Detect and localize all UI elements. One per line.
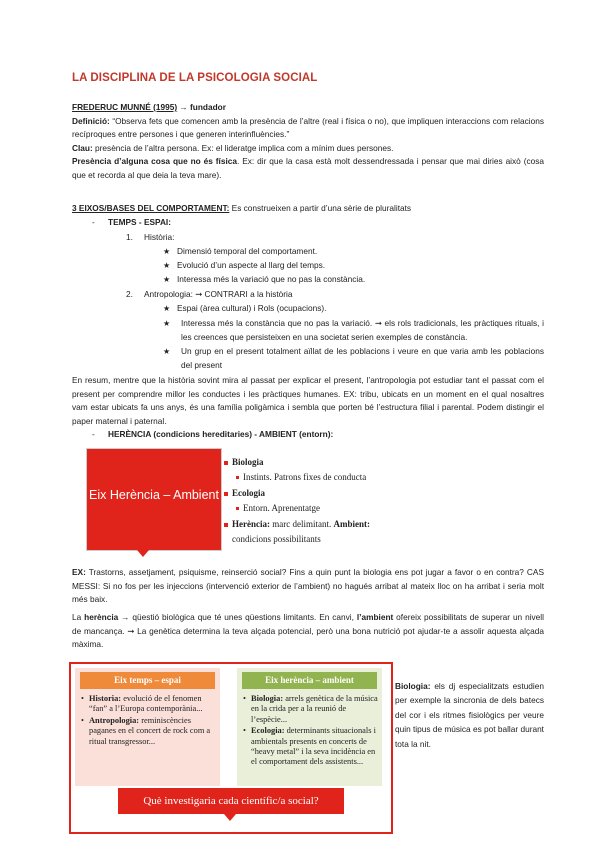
item-term: Ecologia:	[251, 726, 285, 736]
history-label: Història:	[144, 232, 175, 242]
axes-heading-text: Es construeixen a partir d’una sèrie de pluralitats	[229, 203, 412, 213]
anthropology-bullet-text: Interessa més la constància que no pas la variació. ➞ els rols tradicionals, les pràctiques rituals, i les creences que persisteixen en una societat serien exemples de constància.	[181, 318, 544, 342]
summary-paragraph: En resum, mentre que la història sovint mira al passat per explicar el present, l’antropologia pot estudiar tant el passat com el present per comprendre millor les conductes i les pràctiques humanes. EX: tribu, ubicats en un moment en el qual nosaltres vam estar ubicats fa uns anys, és una família poligàmica i sembla que porten bé l’estructura filial i parental. Podem distingir el paper maternal i paternal.	[72, 375, 544, 426]
time-space-item: - TEMPS - ESPAI:	[92, 217, 172, 227]
star-icon: ★	[163, 319, 171, 328]
author-role: → fundador	[177, 102, 226, 112]
list-item	[81, 694, 216, 715]
example-text: Trastorns, assetjament, psiquisme, reinserció social? Fins a quin punt la biologia ens pot jugar a favor o en contra? CAS MESSI: Si no fos per les injeccions (intervenció exterior de l’ambient) no hagués arribat al mateix lloc on ha arribat i seria molt més baix.	[72, 567, 544, 605]
list-item	[81, 716, 216, 747]
heredity-paragraph	[72, 611, 544, 652]
star-icon: ★	[163, 261, 171, 270]
time-space-panel	[75, 668, 220, 786]
history-bullet	[163, 245, 317, 259]
heredity-para-prefix: La	[72, 612, 85, 622]
research-question-banner: Què investigaria cada científic/a social?	[118, 788, 344, 814]
list-number: 1.	[126, 232, 133, 242]
time-space-panel-heading: Eix temps – espai	[80, 672, 215, 689]
heredity-environment-panel	[237, 668, 382, 786]
list-number: 2.	[126, 289, 133, 299]
heredity-environment-item: - HERÈNCIA (condicions hereditaries) - AMBIENT (entorn):	[92, 429, 334, 439]
key-label: Clau:	[72, 142, 93, 153]
ecology-label: Ecologia	[232, 488, 265, 498]
star-icon: ★	[163, 247, 171, 256]
page-title: LA DISCIPLINA DE LA PSICOLOGIA SOCIAL	[72, 72, 318, 84]
anthropology-bullet	[163, 302, 544, 316]
definition-label: Definició:	[72, 115, 110, 126]
anthropology-item	[126, 288, 293, 302]
heredity-environment-panel-heading: Eix herència – ambient	[242, 672, 377, 689]
heredity-environment-label: HERÈNCIA (condicions hereditaries) - AMBIENT (entorn):	[108, 429, 334, 439]
munne-section	[72, 101, 544, 183]
heredity-label: Herència:	[232, 519, 270, 529]
history-bullet-text: Evolució d’un aspecte al llarg del temps.	[177, 260, 326, 270]
environment-label: Ambient:	[333, 519, 370, 529]
star-icon: ★	[163, 304, 171, 313]
side-note-text: els dj especialitzats estudien per exemple la sincronia de dels batecs del cor i els ritmes fisiològics per veure quin tipus de música es pot ballar durant tota la nit.	[395, 681, 544, 749]
square-bullet-icon	[224, 523, 228, 527]
presence-label: Presència d’alguna cosa que no és física	[72, 156, 238, 167]
item-term: Antropologia:	[89, 715, 140, 725]
list-item	[243, 726, 378, 768]
anthropology-label: Antropologia: ➞ CONTRARI a la història	[144, 289, 293, 299]
history-bullet	[163, 259, 325, 273]
item-text: determinants situacionals i ambientals presents en concerts de “heavy metal” i la seva incidència en el comportament dels assistents...	[251, 726, 376, 767]
environment-text: condicions possibilitants	[232, 533, 321, 544]
history-bullet-text: Dimensió temporal del comportament.	[177, 246, 318, 256]
heredity-environment-panel-body	[243, 694, 378, 769]
anthropology-bullet	[163, 345, 544, 372]
example-label: EX:	[72, 567, 86, 577]
heredity-environment-box	[87, 449, 221, 550]
item-term: Biologia:	[251, 694, 284, 703]
side-note-label: Biologia:	[395, 681, 431, 691]
axes-heading	[72, 202, 544, 216]
square-bullet-icon	[224, 492, 228, 496]
environment-term: l’ambient	[356, 612, 394, 622]
item-text: evolució de el fenomen “fan” a l’Europa contemporània...	[89, 694, 203, 714]
example-paragraph	[72, 566, 544, 607]
ecology-sub: Entorn. Aprenentatge	[243, 502, 320, 513]
pointer-arrow	[137, 550, 149, 557]
time-space-label: TEMPS - ESPAI:	[108, 217, 172, 227]
biology-label: Biologia	[232, 457, 264, 467]
item-text: arrels genètica de la música en la crida per a la reunió de l’espècie...	[251, 694, 378, 724]
square-bullet-icon	[236, 476, 239, 479]
time-space-panel-body	[81, 694, 216, 748]
author-name: FREDERUC MUNNÉ (1995)	[72, 102, 178, 112]
list-item	[243, 694, 378, 725]
history-bullet	[163, 273, 365, 287]
definition-text: “Observa fets que comencen amb la presència de l’altre (real i física o no), que impliquen interaccions com relacions recíproques entre persones i que generen interinfluències.”	[72, 115, 544, 140]
heredity-text: marc delimitant.	[269, 519, 334, 529]
presence-text: . Ex: dir que la casa està molt dessendressada i pensar que mai diries això (cosa que et recorda al que deia la teva mare).	[72, 156, 544, 180]
anthropology-bullet-text: Espai (àrea cultural) i Rols (ocupacions).	[177, 303, 327, 313]
biology-side-note	[395, 679, 544, 751]
anthropology-bullet-text: Un grup en el present totalment aïllat de les poblacions i veure en que varia amb les poblacions del present	[181, 346, 544, 370]
pointer-arrow	[224, 814, 236, 821]
history-item	[126, 231, 174, 245]
heredity-para-text-2: ofereix possibilitats de superar un nivell de mancança. ➞ La genètica determina la teva alçada potencial, però una bona nutrició pot ajudar-te a assolir aquesta alçada màxima.	[72, 612, 544, 650]
item-text: reminiscències paganes en el concert de rock com a ritual transgressor...	[89, 715, 211, 746]
square-bullet-icon	[236, 507, 239, 510]
heredity-environment-box-label: Eix Herència – Ambient	[89, 488, 219, 502]
item-term: Historia:	[89, 694, 122, 703]
axes-heading-label: 3 EIXOS/BASES DEL COMPORTAMENT:	[72, 203, 230, 213]
square-bullet-icon	[224, 461, 228, 465]
key-text: presència de l’altra persona. Ex: el lideratge implica com a mínim dues persones.	[92, 142, 394, 153]
star-icon: ★	[163, 347, 171, 356]
heredity-environment-list	[224, 455, 370, 546]
history-bullet-text: Interessa més la variació que no pas la constància.	[177, 274, 366, 284]
heredity-para-text: → qüestió biològica que té unes qüestions limitants. En canvi,	[118, 612, 357, 622]
heredity-term: herència	[84, 612, 119, 622]
anthropology-bullet	[163, 317, 544, 344]
star-icon: ★	[163, 275, 171, 284]
biology-sub: Instints. Patrons fixes de conducta	[243, 471, 367, 482]
